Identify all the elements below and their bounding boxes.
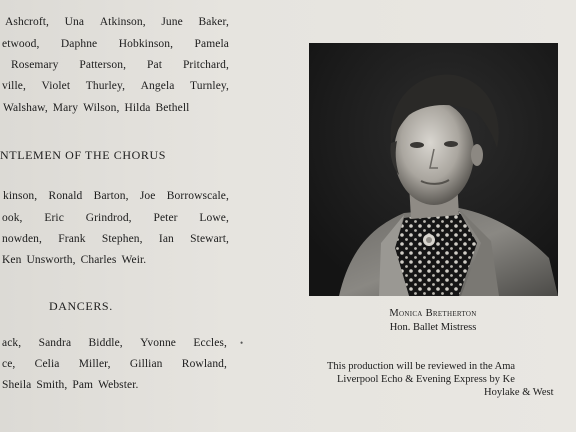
portrait-photo [309,43,558,296]
portrait-caption-role: Hon. Ballet Mistress [389,322,477,333]
name-word: Angela [140,80,175,92]
name-word: Sandra [38,337,72,349]
name-word: Baker, [198,16,229,28]
name-line [11,59,229,71]
name-word: ce, [2,358,16,370]
name-word: Grindrod, [85,212,132,224]
name-word: Bethell [155,102,190,114]
review-notice-line-2: Liverpool Echo & Evening Express by Ke [337,374,515,385]
name-word: etwood, [2,38,40,50]
name-word: ville, [2,80,26,92]
name-word: Gillian [129,358,163,370]
name-line [2,379,139,391]
name-word: Stephen, [101,233,143,245]
name-word: kinson, [3,190,38,202]
name-word: ack, [2,337,22,349]
name-line [2,38,229,50]
name-word: Pam [72,379,94,391]
review-notice-line-3: Hoylake & West [484,387,554,398]
name-line [2,212,229,224]
name-word: Rowland, [181,358,227,370]
dancers-heading: DANCERS. [49,299,113,313]
name-word: Yvonne [140,337,177,349]
name-line [3,190,229,202]
name-line [3,102,189,114]
name-line [2,233,229,245]
name-word: Weir. [121,254,147,266]
name-word: Webster. [98,379,139,391]
name-word: Pat [147,59,162,71]
name-word: Miller, [78,358,111,370]
name-word: Walshaw, [3,102,48,114]
name-word: Atkinson, [99,16,146,28]
name-line [2,337,227,349]
name-word: Frank [58,233,86,245]
name-word: ook, [2,212,23,224]
gentlemen-chorus-heading: NTLEMEN OF THE CHORUS [0,148,167,162]
name-word: Eric [44,212,64,224]
name-word: Ashcroft, [5,16,50,28]
name-word: Violet [41,80,71,92]
name-word: Turnley, [190,80,229,92]
name-line [2,358,227,370]
name-word: Biddle, [88,337,123,349]
name-word: Stewart, [190,233,229,245]
review-notice-line-1: This production will be reviewed in the Ama [327,361,516,372]
portrait-caption-name: Monica Bretherton [389,308,477,319]
portrait-illustration [309,43,558,296]
name-word: Borrowscale, [166,190,229,202]
name-word: Una [64,16,85,28]
name-word: Pritchard, [182,59,229,71]
name-word: Celia [34,358,60,370]
name-word: Mary [52,102,79,114]
name-word: Charles [80,254,117,266]
name-word: Patterson, [79,59,127,71]
name-word: Ian [158,233,174,245]
name-word: Peter [153,212,178,224]
name-line [2,254,146,266]
name-line [2,80,229,92]
name-line [5,16,229,28]
name-word: Wilson, [83,102,120,114]
name-word: Unsworth, [26,254,76,266]
name-word: Sheila [2,379,32,391]
name-word: Hobkinson, [118,38,174,50]
name-word: Pamela [194,38,229,50]
name-word: Ronald [48,190,83,202]
name-word: nowden, [2,233,42,245]
name-word: Thurley, [85,80,126,92]
name-word: June [161,16,183,28]
name-word: Barton, [93,190,129,202]
name-word: Smith, [36,379,68,391]
name-word: Joe [139,190,156,202]
name-word: Ken [2,254,22,266]
ink-speck: • [240,338,244,348]
name-word: Eccles, [193,337,227,349]
name-word: Rosemary [11,59,59,71]
name-word: Lowe, [199,212,229,224]
name-word: Daphne [60,38,98,50]
name-word: Hilda [124,102,151,114]
